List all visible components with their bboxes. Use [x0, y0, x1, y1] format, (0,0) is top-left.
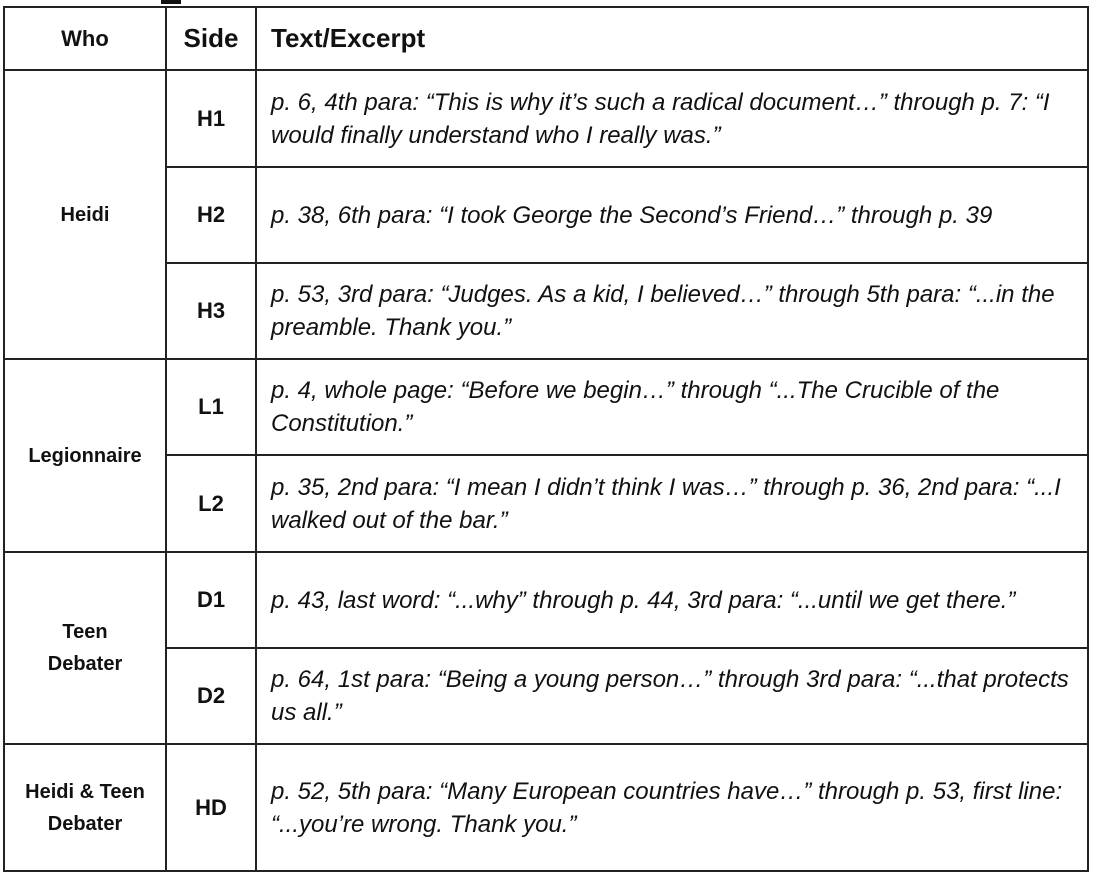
side-cell: D2 [166, 648, 256, 744]
table-row [4, 552, 1088, 648]
table-row [4, 263, 1088, 359]
who-cell-heidi: Heidi [4, 70, 166, 359]
side-cell: H2 [166, 167, 256, 263]
table-row [4, 455, 1088, 552]
side-cell: HD [166, 744, 256, 871]
who-label: Heidi & Teen Debater [25, 780, 145, 835]
header-row [4, 7, 1088, 70]
table-row [4, 167, 1088, 263]
column-header-text-excerpt: Text/Excerpt [256, 7, 1088, 70]
side-cell: L2 [166, 455, 256, 552]
who-cell-legionnaire: Legionnaire [4, 359, 166, 552]
excerpt-cell: p. 35, 2nd para: “I mean I didn’t think I was…” through p. 36, 2nd para: “...I walked out of the bar.” [256, 455, 1088, 552]
excerpt-cell: p. 52, 5th para: “Many European countries have…” through p. 53, first line: “...you’re wrong. Thank you.” [256, 744, 1088, 871]
side-cell: D1 [166, 552, 256, 648]
side-cell: H3 [166, 263, 256, 359]
excerpt-cell: p. 38, 6th para: “I took George the Second’s Friend…” through p. 39 [256, 167, 1088, 263]
table-row [4, 70, 1088, 167]
side-cell: H1 [166, 70, 256, 167]
excerpt-table [3, 6, 1089, 872]
excerpt-cell: p. 53, 3rd para: “Judges. As a kid, I believed…” through 5th para: “...in the preamble. Thank you.” [256, 263, 1088, 359]
who-cell-teen-debater [4, 552, 166, 744]
excerpt-cell: p. 43, last word: “...why” through p. 44, 3rd para: “...until we get there.” [256, 552, 1088, 648]
column-header-who: Who [4, 7, 166, 70]
table-row [4, 744, 1088, 871]
top-edge-mark [161, 0, 181, 4]
who-label: Teen Debater [47, 621, 123, 675]
table-row [4, 359, 1088, 455]
excerpt-cell: p. 64, 1st para: “Being a young person…” through 3rd para: “...that protects us all.” [256, 648, 1088, 744]
side-cell: L1 [166, 359, 256, 455]
table-row [4, 648, 1088, 744]
excerpt-cell: p. 4, whole page: “Before we begin…” through “...The Crucible of the Constitution.” [256, 359, 1088, 455]
column-header-side: Side [166, 7, 256, 70]
who-cell-heidi-and-teen-debater [4, 744, 166, 871]
excerpt-cell: p. 6, 4th para: “This is why it’s such a radical document…” through p. 7: “I would finally understand who I really was.” [256, 70, 1088, 167]
